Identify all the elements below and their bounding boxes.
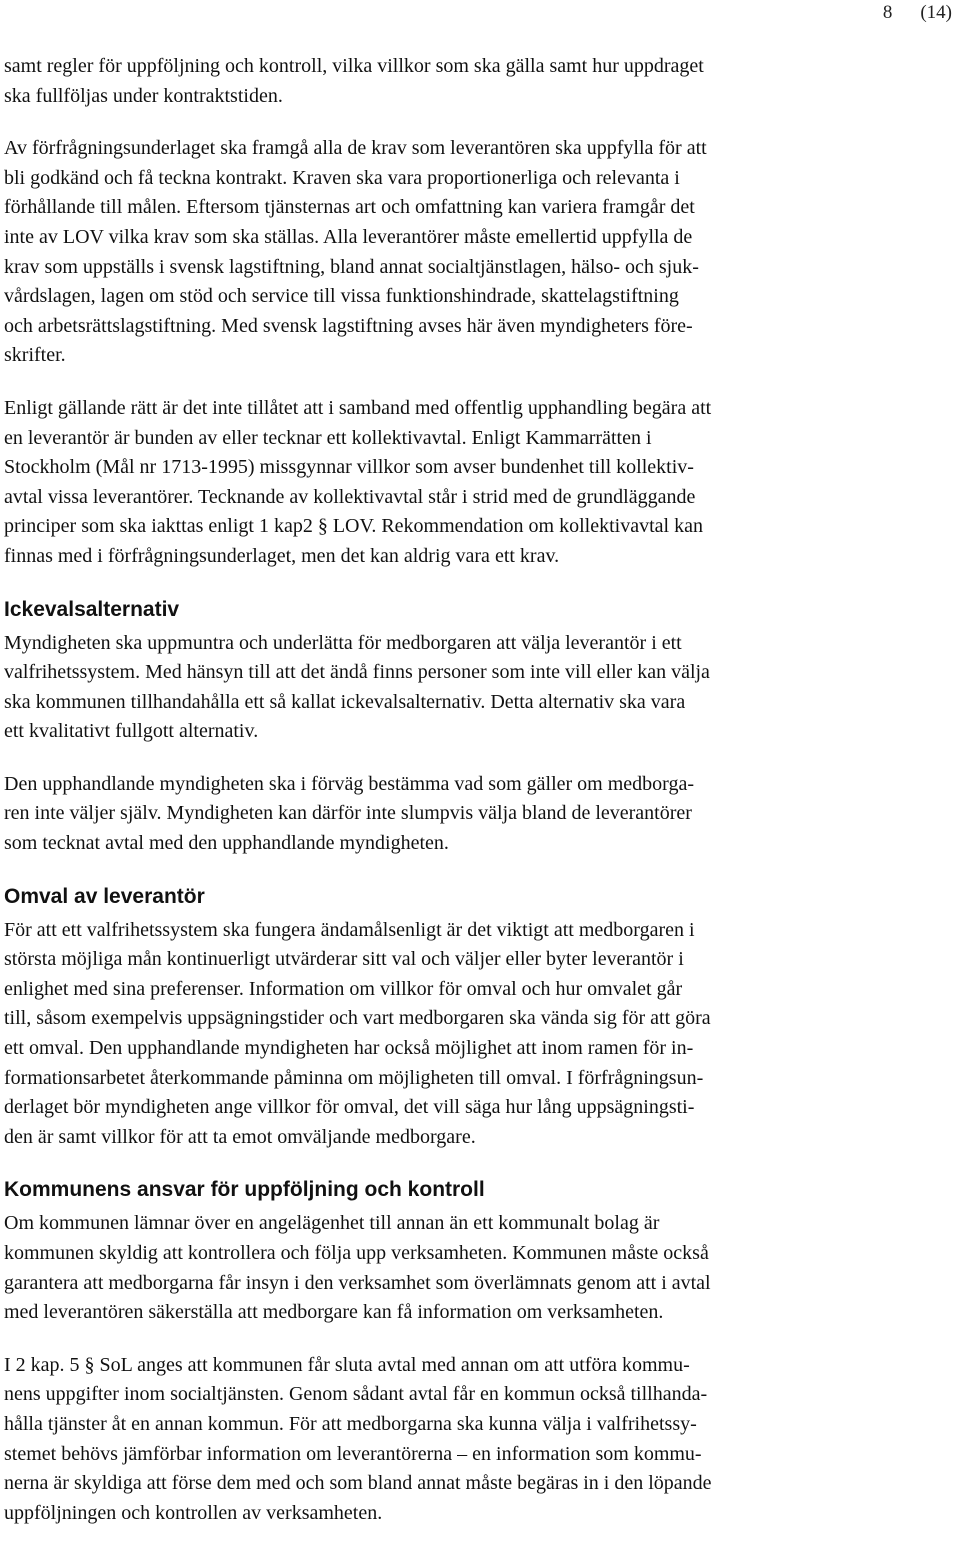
section-heading-omval: Omval av leverantör bbox=[4, 884, 205, 908]
text-line: Om kommunen lämnar över en angelägenhet till annan än ett kommunalt bolag är bbox=[4, 1212, 660, 1235]
text-line: förhållande till målen. Eftersom tjänsternas art och omfattning kan variera framgår det bbox=[4, 196, 695, 219]
text-line: ska fullföljas under kontraktstiden. bbox=[4, 84, 283, 107]
text-line: nerna är skyldiga att förse dem med och som bland annat måste begäras in i den löpande bbox=[4, 1472, 712, 1495]
text-line: hålla tjänster åt en annan kommun. För att medborgarna ska kunna välja i valfrihetssy- bbox=[4, 1412, 697, 1435]
text-line: bli godkänd och få teckna kontrakt. Kraven ska vara proportionerliga och relevanta i bbox=[4, 166, 680, 189]
paragraph bbox=[4, 916, 914, 1153]
text-line: enlighet med sina preferenser. Information om villkor för omval och hur omvalet går bbox=[4, 977, 683, 1000]
section-heading-ickevalsalternativ: Ickevalsalternativ bbox=[4, 597, 180, 621]
document-body bbox=[4, 52, 914, 1551]
paragraph bbox=[4, 770, 914, 859]
text-line: finnas med i förfrågningsunderlaget, men det kan aldrig vara ett krav. bbox=[4, 544, 560, 567]
text-line: ett kvalitativt fullgott alternativ. bbox=[4, 720, 259, 743]
page-total: (14) bbox=[920, 2, 952, 23]
text-line: vårdslagen, lagen om stöd och service till vissa funktionshindrade, skattelagstiftning bbox=[4, 285, 679, 308]
paragraph bbox=[4, 134, 914, 371]
text-line: formationsarbetet återkommande påminna om möjligheten till omval. I förfrågningsun- bbox=[4, 1066, 704, 1089]
text-line: med leverantören säkerställa att medborgare kan få information om verksamheten. bbox=[4, 1301, 664, 1324]
text-line: avtal vissa leverantörer. Tecknande av kollektivavtal står i strid med de grundläggande bbox=[4, 485, 696, 508]
text-line: I 2 kap. 5 § SoL anges att kommunen får sluta avtal med annan om att utföra kommu- bbox=[4, 1353, 690, 1376]
text-line: inte av LOV vilka krav som ska ställas. Alla leverantörer måste emellertid uppfylla de bbox=[4, 225, 693, 248]
text-line: Stockholm (Mål nr 1713-1995) missgynnar villkor som avser bundenhet till kollektiv- bbox=[4, 456, 694, 479]
page-number: 8 bbox=[882, 2, 893, 23]
text-line: Den upphandlande myndigheten ska i förväg bestämma vad som gäller om medborga- bbox=[4, 772, 694, 795]
text-line: krav som uppställs i svensk lagstiftning, bland annat socialtjänstlagen, hälso- och sjuk- bbox=[4, 255, 699, 278]
text-line: uppföljningen och kontrollen av verksamheten. bbox=[4, 1501, 383, 1524]
text-line: ska kommunen tillhandahålla ett så kallat ickevalsalternativ. Detta alternativ ska vara bbox=[4, 690, 686, 713]
text-line: ren inte väljer själv. Myndigheten kan därför inte slumpvis välja bland de leverantörer bbox=[4, 802, 692, 825]
text-line: samt regler för uppföljning och kontroll, vilka villkor som ska gälla samt hur uppdraget bbox=[4, 55, 704, 77]
text-line: nens uppgifter inom socialtjänsten. Genom sådant avtal får en kommun också tillhanda- bbox=[4, 1383, 708, 1406]
text-line: till, såsom exempelvis uppsägningstider och vart medborgaren ska vända sig för att göra bbox=[4, 1007, 711, 1030]
text-line: För att ett valfrihetssystem ska fungera ändamålsenligt är det viktigt att medborgaren i bbox=[4, 918, 695, 941]
text-line: och arbetsrättslagstiftning. Med svensk lagstiftning avses här även myndigheters före- bbox=[4, 314, 693, 337]
text-line: kommunen skyldig att kontrollera och följa upp verksamheten. Kommunen måste också bbox=[4, 1242, 709, 1264]
text-line: som tecknat avtal med den upphandlande myndigheten. bbox=[4, 832, 449, 855]
paragraph bbox=[4, 1209, 914, 1327]
text-line: största möjliga mån kontinuerligt utvärderar sitt val och väljer eller byter leverantör i bbox=[4, 948, 684, 971]
text-line: Myndigheten ska uppmuntra och underlätta för medborgaren att välja leverantör i ett bbox=[4, 631, 682, 654]
text-line: derlaget bör myndigheten ange villkor för omval, det vill säga hur lång uppsägningsti- bbox=[4, 1096, 695, 1119]
paragraph bbox=[4, 394, 914, 572]
text-line: Av förfrågningsunderlaget ska framgå alla de krav som leverantören ska uppfylla för att bbox=[4, 137, 707, 160]
text-line: valfrihetssystem. Med hänsyn till att det ändå finns personer som inte vill eller kan välja bbox=[4, 661, 710, 684]
text-line: garantera att medborgarna får insyn i den verksamhet som överlämnats genom att i avtal bbox=[4, 1271, 711, 1294]
page-header bbox=[883, 2, 952, 24]
paragraph bbox=[4, 1351, 914, 1529]
text-line: principer som ska iakttas enligt 1 kap2 § LOV. Rekommendation om kollektivavtal kan bbox=[4, 515, 703, 538]
text-line: stemet behövs jämförbar information om leverantörerna – en information som kommu- bbox=[4, 1442, 702, 1465]
text-line: en leverantör är bunden av eller tecknar ett kollektivavtal. Enligt Kammarrätten i bbox=[4, 426, 652, 449]
paragraph bbox=[4, 629, 914, 747]
section-heading-kommunens-ansvar: Kommunens ansvar för uppföljning och kontroll bbox=[4, 1178, 485, 1202]
text-line: skrifter. bbox=[4, 344, 66, 367]
paragraph bbox=[4, 52, 914, 111]
text-line: Enligt gällande rätt är det inte tillåtet att i samband med offentlig upphandling begära att bbox=[4, 396, 712, 419]
text-line: ett omval. Den upphandlande myndigheten har också möjlighet att inom ramen för in- bbox=[4, 1037, 694, 1060]
text-line: den är samt villkor för att ta emot omväljande medborgare. bbox=[4, 1125, 476, 1148]
